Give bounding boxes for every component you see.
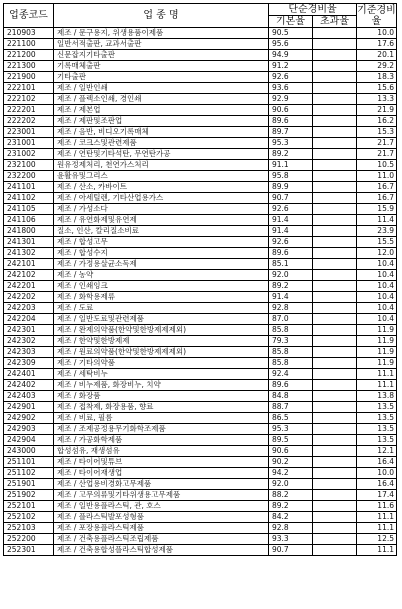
industry-name-cell: 제조 / 도료 bbox=[54, 303, 269, 314]
standard-rate-cell: 12.0 bbox=[357, 248, 397, 259]
industry-name-cell: 제조 / 일반인쇄 bbox=[54, 83, 269, 94]
excess-rate-cell bbox=[313, 215, 357, 226]
industry-code-cell: 222102 bbox=[4, 94, 54, 105]
industry-code-cell: 242202 bbox=[4, 292, 54, 303]
basic-rate-cell: 91.4 bbox=[269, 292, 313, 303]
standard-rate-cell: 13.5 bbox=[357, 413, 397, 424]
excess-rate-cell bbox=[313, 237, 357, 248]
table-row bbox=[4, 270, 397, 281]
industry-name-cell: 제조 / 조제공정용무기화학조제품 bbox=[54, 424, 269, 435]
table-row bbox=[4, 248, 397, 259]
industry-name-cell: 제조 / 제판및조판업 bbox=[54, 116, 269, 127]
table-row bbox=[4, 160, 397, 171]
excess-rate-cell bbox=[313, 534, 357, 545]
excess-rate-cell bbox=[313, 292, 357, 303]
industry-name-cell: 제조 / 비누제품, 화장비누, 치약 bbox=[54, 380, 269, 391]
basic-rate-cell: 91.1 bbox=[269, 160, 313, 171]
table-body bbox=[4, 28, 397, 556]
industry-name-cell: 제조 / 합성고무 bbox=[54, 237, 269, 248]
industry-code-cell: 231001 bbox=[4, 138, 54, 149]
industry-name-cell: 제조 / 제본업 bbox=[54, 105, 269, 116]
table-row bbox=[4, 215, 397, 226]
industry-code-cell: 242903 bbox=[4, 424, 54, 435]
table-row bbox=[4, 424, 397, 435]
basic-rate-cell: 92.6 bbox=[269, 72, 313, 83]
standard-rate-cell: 11.1 bbox=[357, 512, 397, 523]
table-row bbox=[4, 534, 397, 545]
excess-rate-cell bbox=[313, 512, 357, 523]
industry-name-cell: 합성섬유, 재생섬유 bbox=[54, 446, 269, 457]
industry-code-cell: 242904 bbox=[4, 435, 54, 446]
excess-rate-cell bbox=[313, 468, 357, 479]
industry-code-cell: 241106 bbox=[4, 215, 54, 226]
basic-rate-cell: 85.1 bbox=[269, 259, 313, 270]
basic-rate-cell: 91.4 bbox=[269, 215, 313, 226]
industry-name-cell: 제조 / 포장용플라스틱제품 bbox=[54, 523, 269, 534]
industry-code-cell: 242402 bbox=[4, 380, 54, 391]
excess-rate-cell bbox=[313, 204, 357, 215]
table-row bbox=[4, 116, 397, 127]
table-row bbox=[4, 138, 397, 149]
industry-code-cell: 252102 bbox=[4, 512, 54, 523]
excess-rate-cell bbox=[313, 149, 357, 160]
table-row bbox=[4, 545, 397, 556]
excess-rate-cell bbox=[313, 391, 357, 402]
industry-code-cell: 242901 bbox=[4, 402, 54, 413]
industry-name-cell: 제조 / 산업용비경화고무제품 bbox=[54, 479, 269, 490]
table-row bbox=[4, 325, 397, 336]
basic-rate-cell: 92.0 bbox=[269, 479, 313, 490]
excess-rate-cell bbox=[313, 116, 357, 127]
industry-name-cell: 제조 / 인쇄잉크 bbox=[54, 281, 269, 292]
industry-code-cell: 252101 bbox=[4, 501, 54, 512]
industry-code-cell: 241302 bbox=[4, 248, 54, 259]
table-row bbox=[4, 435, 397, 446]
basic-rate-cell: 89.7 bbox=[269, 127, 313, 138]
industry-name-cell: 제조 / 고무의류및기타위생용고무제품 bbox=[54, 490, 269, 501]
basic-rate-cell: 89.5 bbox=[269, 435, 313, 446]
table-row bbox=[4, 28, 397, 39]
industry-name-cell: 제조 / 화장품 bbox=[54, 391, 269, 402]
industry-name-cell: 제조 / 일반용플라스틱, 관, 호스 bbox=[54, 501, 269, 512]
basic-rate-cell: 90.6 bbox=[269, 105, 313, 116]
table-row bbox=[4, 237, 397, 248]
standard-rate-cell: 10.4 bbox=[357, 303, 397, 314]
excess-rate-cell bbox=[313, 446, 357, 457]
basic-rate-cell: 95.3 bbox=[269, 138, 313, 149]
excess-rate-cell bbox=[313, 501, 357, 512]
basic-rate-cell: 89.6 bbox=[269, 380, 313, 391]
industry-code-cell: 242309 bbox=[4, 358, 54, 369]
excess-rate-cell bbox=[313, 105, 357, 116]
table-row bbox=[4, 149, 397, 160]
basic-rate-cell: 92.9 bbox=[269, 94, 313, 105]
table-row bbox=[4, 94, 397, 105]
basic-rate-cell: 88.2 bbox=[269, 490, 313, 501]
standard-rate-cell: 16.4 bbox=[357, 457, 397, 468]
industry-name-cell: 제조 / 타이어및튜브 bbox=[54, 457, 269, 468]
excess-rate-cell bbox=[313, 160, 357, 171]
excess-rate-cell bbox=[313, 545, 357, 556]
excess-rate-cell bbox=[313, 490, 357, 501]
industry-name-cell: 제조 / 가성소다 bbox=[54, 204, 269, 215]
standard-rate-cell: 18.3 bbox=[357, 72, 397, 83]
basic-rate-cell: 89.9 bbox=[269, 182, 313, 193]
industry-name-cell: 제조 / 플렉소인쇄, 경인쇄 bbox=[54, 94, 269, 105]
standard-rate-cell: 10.5 bbox=[357, 160, 397, 171]
excess-rate-cell bbox=[313, 138, 357, 149]
industry-code-cell: 221100 bbox=[4, 39, 54, 50]
industry-code-cell: 242401 bbox=[4, 369, 54, 380]
excess-rate-cell bbox=[313, 72, 357, 83]
basic-rate-cell: 91.2 bbox=[269, 61, 313, 72]
industry-name-cell: 제조 / 타이어재생업 bbox=[54, 468, 269, 479]
basic-rate-cell: 89.2 bbox=[269, 501, 313, 512]
table-row bbox=[4, 523, 397, 534]
basic-rate-cell: 93.6 bbox=[269, 83, 313, 94]
basic-rate-cell: 95.6 bbox=[269, 39, 313, 50]
table-row bbox=[4, 490, 397, 501]
table-row bbox=[4, 336, 397, 347]
industry-code-cell: 252301 bbox=[4, 545, 54, 556]
excess-rate-cell bbox=[313, 182, 357, 193]
industry-name-cell: 제조 / 일반도료및관련제품 bbox=[54, 314, 269, 325]
excess-rate-cell bbox=[313, 413, 357, 424]
basic-rate-cell: 85.8 bbox=[269, 347, 313, 358]
industry-name-cell: 기타출판 bbox=[54, 72, 269, 83]
excess-rate-cell bbox=[313, 226, 357, 237]
industry-name-cell: 제조 / 산소, 카바이트 bbox=[54, 182, 269, 193]
basic-rate-cell: 85.8 bbox=[269, 358, 313, 369]
industry-name-cell: 제조 / 건축용합성플라스틱합성제품 bbox=[54, 545, 269, 556]
industry-name-cell: 일반서적출판, 교과서출판 bbox=[54, 39, 269, 50]
industry-code-cell: 231002 bbox=[4, 149, 54, 160]
industry-code-cell: 242101 bbox=[4, 259, 54, 270]
industry-name-cell: 제조 / 플라스틱발포성형품 bbox=[54, 512, 269, 523]
industry-name-cell: 기록매체출판 bbox=[54, 61, 269, 72]
table-row bbox=[4, 259, 397, 270]
industry-code-cell: 242902 bbox=[4, 413, 54, 424]
standard-rate-cell: 16.4 bbox=[357, 479, 397, 490]
industry-code-cell: 241800 bbox=[4, 226, 54, 237]
industry-name-cell: 제조 / 연탄및기타석탄, 무연탄가공 bbox=[54, 149, 269, 160]
standard-rate-cell: 13.3 bbox=[357, 94, 397, 105]
basic-rate-cell: 89.2 bbox=[269, 149, 313, 160]
industry-name-cell: 제조 / 비료, 필름 bbox=[54, 413, 269, 424]
industry-code-cell: 222201 bbox=[4, 105, 54, 116]
standard-rate-cell: 11.9 bbox=[357, 358, 397, 369]
industry-name-cell: 제조 / 기타의약품 bbox=[54, 358, 269, 369]
excess-rate-cell bbox=[313, 171, 357, 182]
table-row bbox=[4, 479, 397, 490]
industry-code-cell: 221900 bbox=[4, 72, 54, 83]
industry-name-cell: 제조 / 문구용지, 위생용품이제품 bbox=[54, 28, 269, 39]
rate-table bbox=[3, 3, 397, 556]
table-row bbox=[4, 303, 397, 314]
standard-rate-cell: 15.9 bbox=[357, 204, 397, 215]
standard-rate-cell: 23.9 bbox=[357, 226, 397, 237]
industry-name-cell: 제조 / 원료의약품(한약및한방제제제외) bbox=[54, 347, 269, 358]
industry-code-cell: 241105 bbox=[4, 204, 54, 215]
standard-rate-cell: 10.0 bbox=[357, 28, 397, 39]
standard-rate-cell: 17.4 bbox=[357, 490, 397, 501]
standard-rate-cell: 29.2 bbox=[357, 61, 397, 72]
industry-code-cell: 242102 bbox=[4, 270, 54, 281]
excess-rate-cell bbox=[313, 435, 357, 446]
excess-rate-cell bbox=[313, 358, 357, 369]
industry-name-cell: 제조 / 가정용살균소독제 bbox=[54, 259, 269, 270]
standard-rate-cell: 13.5 bbox=[357, 435, 397, 446]
industry-code-cell: 242403 bbox=[4, 391, 54, 402]
standard-rate-cell: 15.5 bbox=[357, 237, 397, 248]
standard-rate-cell: 13.5 bbox=[357, 424, 397, 435]
standard-rate-cell: 10.0 bbox=[357, 468, 397, 479]
excess-rate-cell bbox=[313, 457, 357, 468]
standard-rate-cell: 10.4 bbox=[357, 314, 397, 325]
basic-rate-cell: 85.8 bbox=[269, 325, 313, 336]
standard-rate-cell: 15.6 bbox=[357, 83, 397, 94]
industry-code-cell: 242201 bbox=[4, 281, 54, 292]
standard-rate-cell: 16.7 bbox=[357, 193, 397, 204]
basic-rate-cell: 90.5 bbox=[269, 28, 313, 39]
industry-name-cell: 제조 / 합성수지 bbox=[54, 248, 269, 259]
basic-rate-cell: 88.7 bbox=[269, 402, 313, 413]
excess-rate-cell bbox=[313, 39, 357, 50]
industry-code-cell: 232200 bbox=[4, 171, 54, 182]
industry-name-cell: 제조 / 완제의약품(한약및한방제제제외) bbox=[54, 325, 269, 336]
excess-rate-cell bbox=[313, 303, 357, 314]
excess-rate-cell bbox=[313, 380, 357, 391]
basic-rate-cell: 87.0 bbox=[269, 314, 313, 325]
table-row bbox=[4, 72, 397, 83]
table-row bbox=[4, 446, 397, 457]
industry-name-cell: 제조 / 화학용제류 bbox=[54, 292, 269, 303]
excess-rate-cell bbox=[313, 424, 357, 435]
excess-rate-cell bbox=[313, 347, 357, 358]
basic-rate-cell: 89.2 bbox=[269, 281, 313, 292]
industry-code-cell: 221300 bbox=[4, 61, 54, 72]
basic-rate-cell: 86.5 bbox=[269, 413, 313, 424]
standard-rate-cell: 11.6 bbox=[357, 501, 397, 512]
standard-rate-cell: 13.5 bbox=[357, 402, 397, 413]
standard-rate-cell: 11.1 bbox=[357, 523, 397, 534]
standard-rate-cell: 10.4 bbox=[357, 281, 397, 292]
basic-rate-cell: 90.7 bbox=[269, 545, 313, 556]
basic-rate-cell: 95.8 bbox=[269, 171, 313, 182]
basic-rate-cell: 92.0 bbox=[269, 270, 313, 281]
standard-rate-cell: 20.1 bbox=[357, 50, 397, 61]
basic-rate-cell: 84.8 bbox=[269, 391, 313, 402]
industry-name-cell: 제조 / 유연화제및유연제 bbox=[54, 215, 269, 226]
table-row bbox=[4, 171, 397, 182]
excess-rate-cell bbox=[313, 127, 357, 138]
standard-rate-cell: 12.5 bbox=[357, 534, 397, 545]
industry-name-cell: 제조 / 코크스및관련제품 bbox=[54, 138, 269, 149]
basic-rate-cell: 93.3 bbox=[269, 534, 313, 545]
table-row bbox=[4, 501, 397, 512]
header-name: 업 종 명 bbox=[54, 4, 269, 28]
excess-rate-cell bbox=[313, 61, 357, 72]
basic-rate-cell: 95.3 bbox=[269, 424, 313, 435]
industry-name-cell: 윤활유및그리스 bbox=[54, 171, 269, 182]
industry-code-cell: 251101 bbox=[4, 457, 54, 468]
table-row bbox=[4, 380, 397, 391]
industry-code-cell: 241301 bbox=[4, 237, 54, 248]
industry-code-cell: 241102 bbox=[4, 193, 54, 204]
table-row bbox=[4, 358, 397, 369]
industry-code-cell: 232100 bbox=[4, 160, 54, 171]
industry-name-cell: 제조 / 아세틸렌, 기타산업용가스 bbox=[54, 193, 269, 204]
basic-rate-cell: 92.6 bbox=[269, 237, 313, 248]
table-row bbox=[4, 369, 397, 380]
standard-rate-cell: 17.6 bbox=[357, 39, 397, 50]
basic-rate-cell: 92.8 bbox=[269, 523, 313, 534]
table-row bbox=[4, 347, 397, 358]
standard-rate-cell: 16.7 bbox=[357, 182, 397, 193]
standard-rate-cell: 15.3 bbox=[357, 127, 397, 138]
standard-rate-cell: 21.7 bbox=[357, 138, 397, 149]
excess-rate-cell bbox=[313, 281, 357, 292]
industry-code-cell: 210903 bbox=[4, 28, 54, 39]
standard-rate-cell: 13.8 bbox=[357, 391, 397, 402]
header-standard-rate: 기준경비율 bbox=[357, 4, 396, 27]
industry-code-cell: 251902 bbox=[4, 490, 54, 501]
rate-table-sheet bbox=[3, 3, 397, 556]
table-row bbox=[4, 39, 397, 50]
excess-rate-cell bbox=[313, 314, 357, 325]
excess-rate-cell bbox=[313, 270, 357, 281]
standard-rate-cell: 11.1 bbox=[357, 545, 397, 556]
basic-rate-cell: 94.2 bbox=[269, 468, 313, 479]
table-row bbox=[4, 61, 397, 72]
standard-rate-cell: 11.9 bbox=[357, 347, 397, 358]
industry-name-cell: 제조 / 한약및한방제제 bbox=[54, 336, 269, 347]
excess-rate-cell bbox=[313, 83, 357, 94]
standard-rate-cell: 11.9 bbox=[357, 325, 397, 336]
standard-rate-cell: 12.1 bbox=[357, 446, 397, 457]
industry-code-cell: 222101 bbox=[4, 83, 54, 94]
basic-rate-cell: 92.4 bbox=[269, 369, 313, 380]
table-row bbox=[4, 292, 397, 303]
industry-code-cell: 242301 bbox=[4, 325, 54, 336]
standard-rate-cell: 10.4 bbox=[357, 270, 397, 281]
industry-code-cell: 222202 bbox=[4, 116, 54, 127]
industry-name-cell: 신문잡지기타출판 bbox=[54, 50, 269, 61]
table-row bbox=[4, 83, 397, 94]
industry-name-cell: 제조 / 접착제, 화장용품, 향료 bbox=[54, 402, 269, 413]
excess-rate-cell bbox=[313, 94, 357, 105]
excess-rate-cell bbox=[313, 369, 357, 380]
industry-name-cell: 제조 / 가공화학제품 bbox=[54, 435, 269, 446]
table-row bbox=[4, 127, 397, 138]
excess-rate-cell bbox=[313, 259, 357, 270]
excess-rate-cell bbox=[313, 193, 357, 204]
standard-rate-cell: 21.7 bbox=[357, 149, 397, 160]
basic-rate-cell: 90.6 bbox=[269, 446, 313, 457]
standard-rate-cell: 16.2 bbox=[357, 116, 397, 127]
industry-code-cell: 251102 bbox=[4, 468, 54, 479]
table-row bbox=[4, 314, 397, 325]
basic-rate-cell: 90.2 bbox=[269, 457, 313, 468]
table-row bbox=[4, 193, 397, 204]
basic-rate-cell: 79.3 bbox=[269, 336, 313, 347]
industry-name-cell: 제조 / 음반, 비디오기록매체 bbox=[54, 127, 269, 138]
industry-name-cell: 질소, 인산, 칼리질소비료 bbox=[54, 226, 269, 237]
excess-rate-cell bbox=[313, 523, 357, 534]
industry-code-cell: 221200 bbox=[4, 50, 54, 61]
industry-code-cell: 242203 bbox=[4, 303, 54, 314]
table-row bbox=[4, 512, 397, 523]
industry-code-cell: 252103 bbox=[4, 523, 54, 534]
basic-rate-cell: 94.9 bbox=[269, 50, 313, 61]
industry-code-cell: 252200 bbox=[4, 534, 54, 545]
industry-code-cell: 242204 bbox=[4, 314, 54, 325]
header-basic-rate: 기본율 bbox=[269, 16, 313, 28]
excess-rate-cell bbox=[313, 50, 357, 61]
header-code: 업종코드 bbox=[4, 4, 54, 28]
excess-rate-cell bbox=[313, 325, 357, 336]
header-simple-rate: 단순경비율 bbox=[269, 4, 357, 16]
standard-rate-cell: 11.1 bbox=[357, 380, 397, 391]
standard-rate-cell: 10.4 bbox=[357, 259, 397, 270]
industry-name-cell: 제조 / 세탁비누 bbox=[54, 369, 269, 380]
industry-code-cell: 251901 bbox=[4, 479, 54, 490]
basic-rate-cell: 91.4 bbox=[269, 226, 313, 237]
excess-rate-cell bbox=[313, 479, 357, 490]
excess-rate-cell bbox=[313, 28, 357, 39]
table-row bbox=[4, 182, 397, 193]
excess-rate-cell bbox=[313, 402, 357, 413]
standard-rate-cell: 11.9 bbox=[357, 336, 397, 347]
basic-rate-cell: 89.6 bbox=[269, 116, 313, 127]
industry-name-cell: 원유정제처리, 천연가스처리 bbox=[54, 160, 269, 171]
table-row bbox=[4, 391, 397, 402]
industry-name-cell: 제조 / 농약 bbox=[54, 270, 269, 281]
industry-code-cell: 242302 bbox=[4, 336, 54, 347]
table-row bbox=[4, 457, 397, 468]
table-row bbox=[4, 402, 397, 413]
industry-code-cell: 242303 bbox=[4, 347, 54, 358]
table-row bbox=[4, 105, 397, 116]
standard-rate-cell: 10.4 bbox=[357, 292, 397, 303]
basic-rate-cell: 89.6 bbox=[269, 248, 313, 259]
table-row bbox=[4, 226, 397, 237]
header-excess-rate: 초과율 bbox=[313, 16, 357, 28]
table-row bbox=[4, 413, 397, 424]
basic-rate-cell: 84.2 bbox=[269, 512, 313, 523]
industry-code-cell: 243000 bbox=[4, 446, 54, 457]
excess-rate-cell bbox=[313, 336, 357, 347]
table-row bbox=[4, 281, 397, 292]
table-row bbox=[4, 468, 397, 479]
excess-rate-cell bbox=[313, 248, 357, 259]
table-row bbox=[4, 204, 397, 215]
standard-rate-cell: 11.1 bbox=[357, 369, 397, 380]
standard-rate-cell: 21.9 bbox=[357, 105, 397, 116]
table-row bbox=[4, 50, 397, 61]
standard-rate-cell: 11.4 bbox=[357, 215, 397, 226]
industry-name-cell: 제조 / 건축용플라스틱조립제품 bbox=[54, 534, 269, 545]
basic-rate-cell: 90.7 bbox=[269, 193, 313, 204]
basic-rate-cell: 92.6 bbox=[269, 204, 313, 215]
industry-code-cell: 223001 bbox=[4, 127, 54, 138]
basic-rate-cell: 92.8 bbox=[269, 303, 313, 314]
standard-rate-cell: 11.0 bbox=[357, 171, 397, 182]
industry-code-cell: 241101 bbox=[4, 182, 54, 193]
